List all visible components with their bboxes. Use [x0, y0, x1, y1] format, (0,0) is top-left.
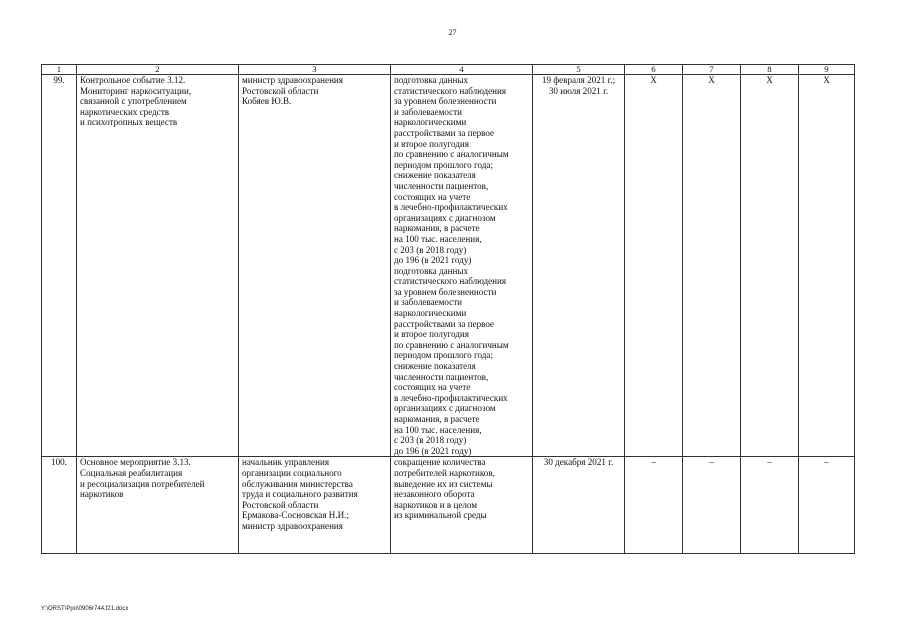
date-cell: 30 декабря 2021 г. [533, 457, 625, 554]
result-cell: подготовка данных статистического наблюдения за уровнем болезненности и заболеваемости наркологическими расстройствами за первое и второе полугодия по сравнению с аналогичным периодом прошлого года; снижение показателя численности пациентов, состоящих на учете в лечебно-профилактических организациях с диагнозом наркомания, в расчете на 100 тыс. населения, с 203 (в 2018 году) до 196 (в 2021 году) подготовка данных статистического наблюдения за уровнем болезненности и заболеваемости наркологическими расстройствами за первое и второе полугодия по сравнению с аналогичным периодом прошлого года; снижение показателя численности пациентов, состоящих на учете в лечебно-профилактических организациях с диагнозом наркомания, в расчете на 100 тыс. населения, с 203 (в 2018 году) до 196 (в 2021 году) [391, 75, 533, 457]
responsible-cell: министр здравоохранения Ростовской области Кобяев Ю.В. [239, 75, 391, 457]
table-row [42, 75, 855, 457]
header-cell: 5 [533, 65, 625, 75]
header-cell: 2 [77, 65, 239, 75]
header-cell: 6 [625, 65, 683, 75]
col8-cell: – [741, 457, 799, 554]
col9-cell: – [799, 457, 855, 554]
file-path-footer: Y:\ORST\Ppo\0906r744.f21.docx [41, 606, 129, 612]
header-cell: 1 [42, 65, 77, 75]
result-cell: сокращение количества потребителей наркотиков, выведение их из системы незаконного оборота наркотиков и в целом из криминальной среды [391, 457, 533, 554]
col8-cell: X [741, 75, 799, 457]
date-cell: 19 февраля 2021 г.; 30 июля 2021 г. [533, 75, 625, 457]
col7-cell: – [683, 457, 741, 554]
event-cell: Основное мероприятие 3.13. Социальная реабилитация и ресоциализация потребителей наркотиков [77, 457, 239, 554]
event-cell: Контрольное событие 3.12. Мониторинг наркоситуации, связанной с употреблением наркотических средств и психотропных веществ [77, 75, 239, 457]
header-cell: 9 [799, 65, 855, 75]
header-cell: 4 [391, 65, 533, 75]
row-number: 100. [42, 457, 77, 554]
header-cell: 8 [741, 65, 799, 75]
col7-cell: X [683, 75, 741, 457]
table-row [42, 457, 855, 554]
col9-cell: X [799, 75, 855, 457]
col6-cell: – [625, 457, 683, 554]
header-cell: 7 [683, 65, 741, 75]
col6-cell: X [625, 75, 683, 457]
header-cell: 3 [239, 65, 391, 75]
page-number: 27 [448, 28, 457, 37]
responsible-cell: начальник управления организации социального обслуживания министерства труда и социального развития Ростовской области Ермакова-Сосновская Н.И.; министр здравоохранения [239, 457, 391, 554]
header-row [42, 65, 855, 75]
plan-table [41, 64, 855, 554]
row-number: 99. [42, 75, 77, 457]
